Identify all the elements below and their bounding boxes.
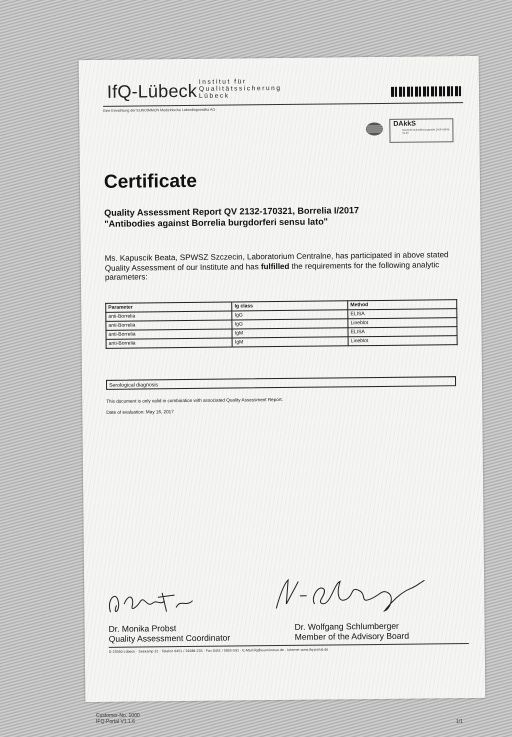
cell-method: Lineblot	[348, 318, 457, 328]
cell-ig-class: IgM	[232, 337, 348, 347]
page-indicator: 1/1	[456, 719, 463, 725]
signatory-left	[109, 623, 289, 644]
certificate-sheet	[79, 56, 486, 702]
validity-note: This document is only valid in combination with associated Quality Assessment Report.	[106, 396, 283, 404]
dakks-subtitle: Deutsche Akkreditierungsstelle D-EP-18028-01-00	[402, 128, 450, 135]
report-line-2: "Antibodies against Borrelia burgdorferi sensu lato"	[104, 216, 328, 229]
cell-parameter: anti-Borrelia	[106, 329, 232, 339]
customer-number: Customer-No. 1000	[96, 713, 140, 719]
customer-info	[96, 713, 140, 725]
statement-emphasis: fulfilled	[260, 261, 290, 271]
signatory-left-role: Quality Assessment Coordinator	[108, 632, 231, 644]
cell-ig-class: IgM	[232, 328, 348, 338]
cell-method: ELISA	[348, 309, 457, 319]
report-line-1: Quality Assessment Report QV 2132-170321, Borrelia I/2017	[104, 205, 360, 218]
cell-ig-class: IgG	[232, 319, 348, 329]
institute-name	[199, 78, 282, 100]
accreditation-emblem-icon	[365, 122, 383, 136]
institute-line-2: Qualitätssicherung	[198, 84, 282, 93]
barcode	[391, 86, 463, 97]
signature-schlumberger	[270, 572, 430, 614]
signatory-right-name: Dr. Wolfgang Schlumberger	[294, 620, 399, 632]
header-method: Method	[348, 300, 457, 310]
header-ig-class: Ig class	[232, 301, 348, 311]
ifq-logo: IfQ-Lübeck	[106, 80, 198, 102]
header-parameter: Parameter	[106, 302, 232, 312]
statement-text-1: Ms. Kapuscik Beata, SPWSZ Szczecin, Laboratorium Centralne, has participated in above stated Quality Assessment of our Institute and has	[104, 250, 449, 273]
footer-contact: D-23560 Lübeck · Seekamp 31 · Telefon 0451 / 29288-233 · Fax 0451 / 5855-591 · E-Mail ifq@euroimmun.de · Internet www.ifq-portal.de	[108, 647, 329, 654]
cell-method: Lineblot	[348, 336, 457, 346]
participation-statement	[105, 250, 455, 282]
parameter-table	[105, 299, 457, 349]
signatory-left-name: Dr. Monika Probst	[108, 623, 177, 634]
dakks-badge	[389, 118, 453, 143]
cell-ig-class: IgG	[232, 310, 348, 320]
report-heading	[104, 204, 444, 230]
certificate-title: Certificate	[103, 170, 197, 193]
dakks-title: DAkkS	[393, 120, 416, 128]
signature-probst	[104, 581, 214, 618]
signatory-right	[295, 621, 475, 642]
institute-line-1: Institut für	[198, 78, 247, 86]
signatory-right-role: Member of the Advisory Board	[294, 630, 410, 642]
serological-diagnosis-box: Serological diagnosis	[106, 376, 456, 390]
header-divider	[103, 102, 463, 107]
statement-text-2: the requirements for the following analytic parameters:	[104, 259, 440, 282]
portal-version: IFQ-Portal V1.1.6	[96, 719, 135, 725]
cell-method: ELISA	[348, 327, 457, 337]
evaluation-date: Date of evaluation: May 16, 2017	[106, 409, 174, 415]
cell-parameter: anti-Borrelia	[106, 338, 232, 348]
cell-parameter: anti-Borrelia	[106, 320, 232, 330]
cell-parameter: anti-Borrelia	[106, 311, 232, 321]
institute-line-3: Lübeck	[198, 92, 230, 100]
header-subline: Eine Einrichtung der EUROIMMUN Medizinische Labordiagnostika AG	[103, 107, 216, 113]
